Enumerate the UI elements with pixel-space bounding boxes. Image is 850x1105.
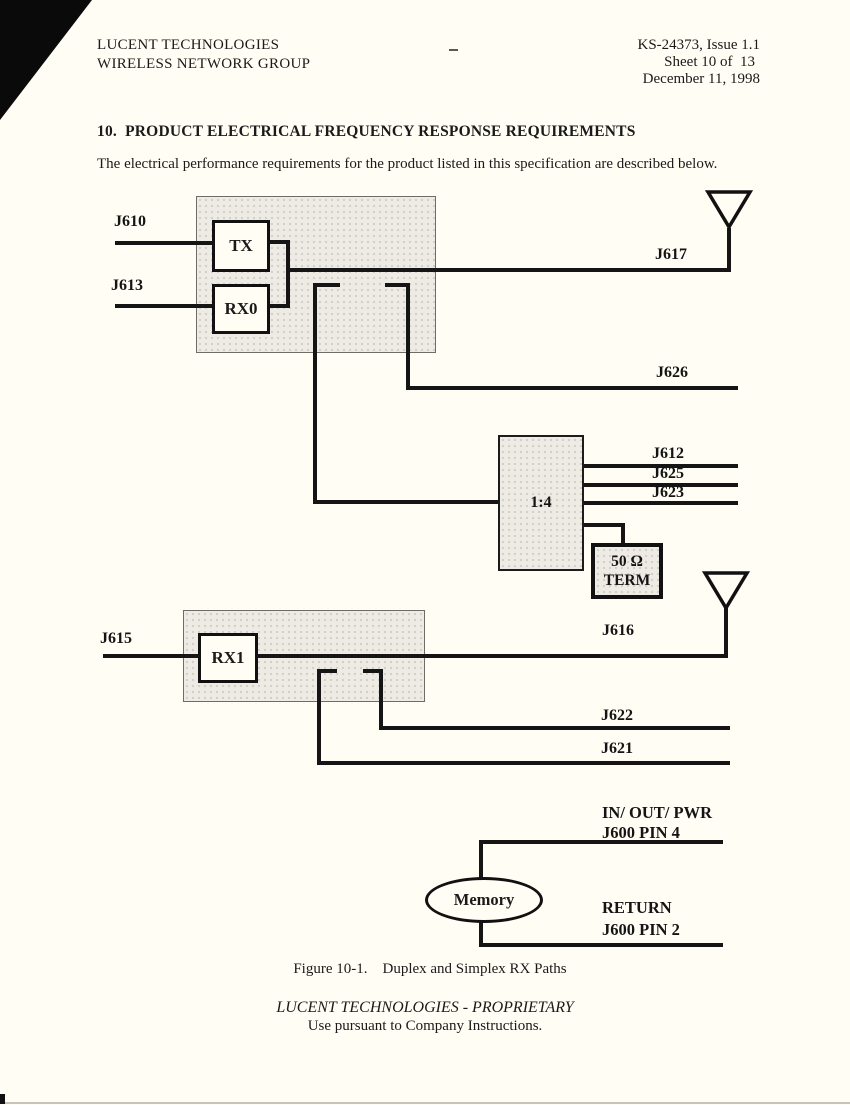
- scan-stray-dash: [449, 49, 458, 51]
- antenna1-icon: [704, 189, 754, 231]
- company-group: WIRELESS NETWORK GROUP: [97, 56, 311, 72]
- port-label-j623: J623: [652, 484, 684, 501]
- wire-transformer-input: [313, 500, 498, 504]
- scan-bottom-edge-line: [0, 1102, 850, 1104]
- wire-coupler1-right-vert: [406, 283, 410, 390]
- doc-date: December 11, 1998: [642, 71, 760, 87]
- term-50ohm-block: [591, 543, 663, 599]
- doc-sheet: Sheet 10 of 13: [664, 54, 755, 70]
- tx-block: [212, 220, 270, 272]
- memory-label: Memory: [453, 890, 515, 909]
- wire-j626: [406, 386, 738, 390]
- wire-j610: [115, 241, 212, 245]
- port-label-j615: J615: [100, 630, 132, 647]
- wire-j613: [115, 304, 212, 308]
- wire-j615: [103, 654, 198, 658]
- wire-j616: [252, 654, 728, 658]
- section-title: 10. PRODUCT ELECTRICAL FREQUENCY RESPONSE REQUIREMENTS: [97, 123, 636, 140]
- scan-corner-artifact: [0, 0, 92, 120]
- port-label-j622: J622: [601, 707, 633, 724]
- wire-coupler1-left-top: [313, 283, 340, 287]
- transformer-label: 1:4: [530, 494, 552, 511]
- memory-ellipse: [425, 877, 543, 923]
- port-label-j625: J625: [652, 465, 684, 482]
- company-name: LUCENT TECHNOLOGIES: [97, 37, 280, 53]
- rx0-block-label: RX0: [224, 299, 258, 318]
- port-label-j626: J626: [656, 364, 688, 381]
- label-return: RETURN: [602, 898, 672, 917]
- wire-coupler2-left-vert: [317, 669, 321, 765]
- wire-term-stub-h: [580, 523, 625, 527]
- port-label-j617: J617: [655, 246, 687, 263]
- label-j600-pin2: J600 PIN 2: [602, 920, 680, 939]
- footer-proprietary: LUCENT TECHNOLOGIES - PROPRIETARY: [276, 999, 574, 1016]
- port-label-j612: J612: [652, 445, 684, 462]
- transformer-1to4-block: [498, 435, 584, 571]
- wire-antenna1-feed: [727, 228, 731, 272]
- footer-instructions: Use pursuant to Company Instructions.: [307, 1018, 543, 1034]
- port-label-j621: J621: [601, 740, 633, 757]
- wire-j621: [317, 761, 730, 765]
- figure-caption: Figure 10-1. Duplex and Simplex RX Paths: [293, 961, 567, 977]
- wire-antenna2-feed: [724, 608, 728, 658]
- antenna2-icon: [701, 570, 751, 612]
- label-in-out-pwr: IN/ OUT/ PWR: [602, 803, 713, 822]
- port-label-j610: J610: [114, 213, 146, 230]
- tx-block-label: TX: [229, 236, 253, 255]
- wire-j600-pin4: [479, 840, 723, 844]
- wire-tx-rx0-junction: [286, 240, 290, 308]
- wire-j622: [379, 726, 730, 730]
- wire-j617: [286, 268, 730, 272]
- doc-number: KS-24373, Issue 1.1: [637, 37, 760, 53]
- label-j600-pin4: J600 PIN 4: [602, 823, 680, 842]
- wire-coupler2-right-vert: [379, 669, 383, 730]
- port-label-j613: J613: [111, 277, 143, 294]
- term-label-line2: TERM: [603, 572, 651, 589]
- rx1-block: [198, 633, 258, 683]
- scan-bottom-left-speck: [0, 1094, 5, 1104]
- rx1-block-label: RX1: [211, 648, 245, 667]
- body-paragraph: The electrical performance requirements for the product listed in this specification are described below.: [97, 156, 718, 172]
- wire-coupler1-left-vert: [313, 283, 317, 504]
- rx0-block: [212, 284, 270, 334]
- port-label-j616: J616: [602, 622, 634, 639]
- wire-j600-pin2: [479, 943, 723, 947]
- term-label-line1: 50 Ω: [611, 553, 643, 570]
